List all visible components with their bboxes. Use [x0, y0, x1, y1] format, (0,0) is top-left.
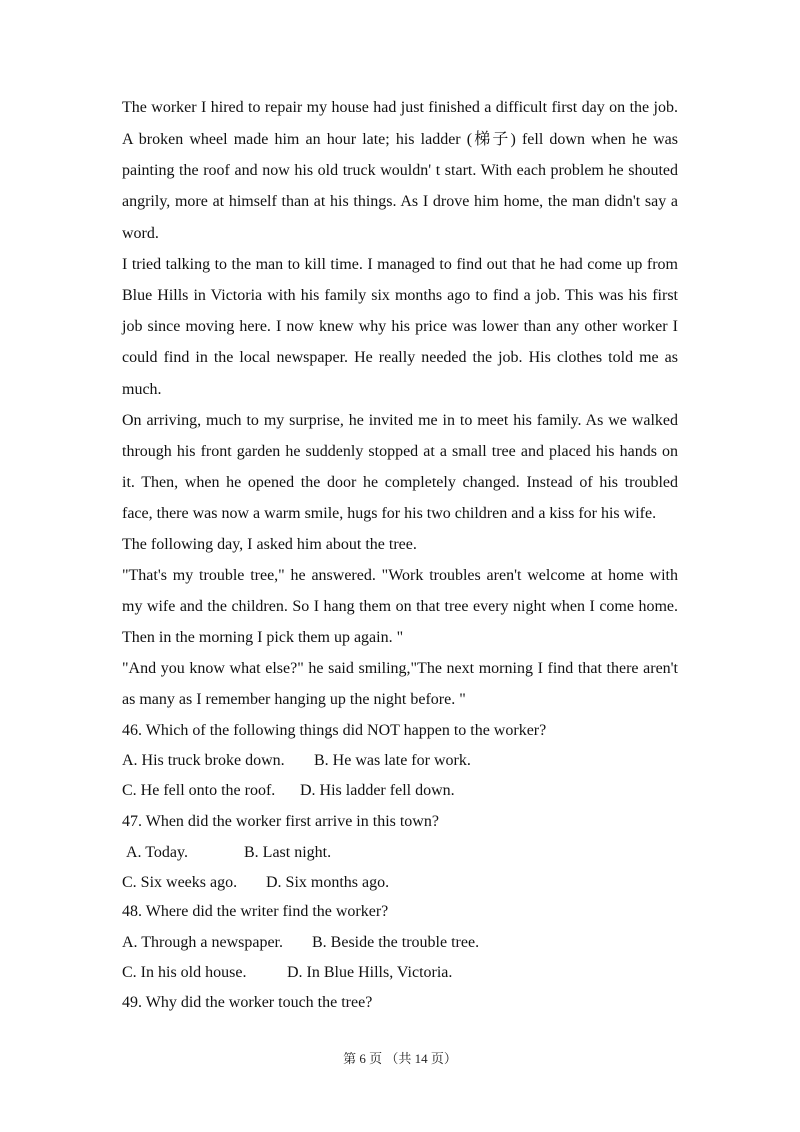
option-d: D. His ladder fell down. [300, 782, 455, 799]
passage-line: painting the roof and now his old truck wouldn' t start. With each problem he shouted [122, 162, 678, 179]
option-d: D. Six months ago. [266, 874, 390, 891]
passage-line: much. [122, 381, 162, 398]
passage-line: angrily, more at himself than at his things. As I drove him home, the man didn't say a [122, 193, 678, 210]
option-a: A. His truck broke down. [122, 752, 285, 769]
passage-line: face, there was now a warm smile, hugs for his two children and a kiss for his wife. [122, 505, 657, 522]
option-b: B. He was late for work. [314, 752, 471, 769]
option-d: D. In Blue Hills, Victoria. [287, 964, 453, 981]
passage-line: job since moving here. I now knew why his price was lower than any other worker I [122, 318, 678, 335]
passage-line: my wife and the children. So I hang them on that tree every night when I come home. [122, 598, 678, 615]
option-a: A. Through a newspaper. [122, 934, 283, 951]
passage-line: The worker I hired to repair my house had just finished a difficult first day on the job. [122, 99, 678, 116]
passage-line: On arriving, much to my surprise, he invited me in to meet his family. As we walked [122, 412, 678, 429]
option-b: B. Last night. [244, 844, 332, 861]
passage-line: "That's my trouble tree," he answered. "Work troubles aren't welcome at home with [122, 567, 678, 584]
option-c: C. In his old house. [122, 964, 247, 981]
passage-line: I tried talking to the man to kill time. I managed to find out that he had come up from [122, 256, 678, 273]
question-stem: 47. When did the worker first arrive in this town? [122, 813, 439, 830]
page-number-footer: 第 6 页 （共 14 页） [343, 1051, 457, 1066]
question-stem: 46. Which of the following things did NOT happen to the worker? [122, 722, 547, 739]
option-b: B. Beside the trouble tree. [312, 934, 480, 951]
passage-line: "And you know what else?" he said smiling,"The next morning I find that there aren't [122, 660, 678, 677]
passage-line: it. Then, when he opened the door he completely changed. Instead of his troubled [122, 474, 678, 491]
option-c: C. He fell onto the roof. [122, 782, 276, 799]
option-a: A. Today. [126, 844, 188, 861]
passage-line: word. [122, 225, 159, 242]
question-stem: 48. Where did the writer find the worker? [122, 903, 389, 920]
passage-line: Blue Hills in Victoria with his family six months ago to find a job. This was his first [122, 287, 678, 304]
passage-line: A broken wheel made him an hour late; his ladder (梯子) fell down when he was [122, 131, 678, 148]
passage-line: through his front garden he suddenly stopped at a small tree and placed his hands on [122, 443, 678, 460]
passage-line: The following day, I asked him about the tree. [122, 536, 417, 553]
passage-line: as many as I remember hanging up the night before. " [122, 691, 466, 708]
question-stem: 49. Why did the worker touch the tree? [122, 994, 373, 1011]
passage-line: could find in the local newspaper. He really needed the job. His clothes told me as [122, 349, 678, 366]
option-c: C. Six weeks ago. [122, 874, 238, 891]
passage-line: Then in the morning I pick them up again. " [122, 629, 404, 646]
